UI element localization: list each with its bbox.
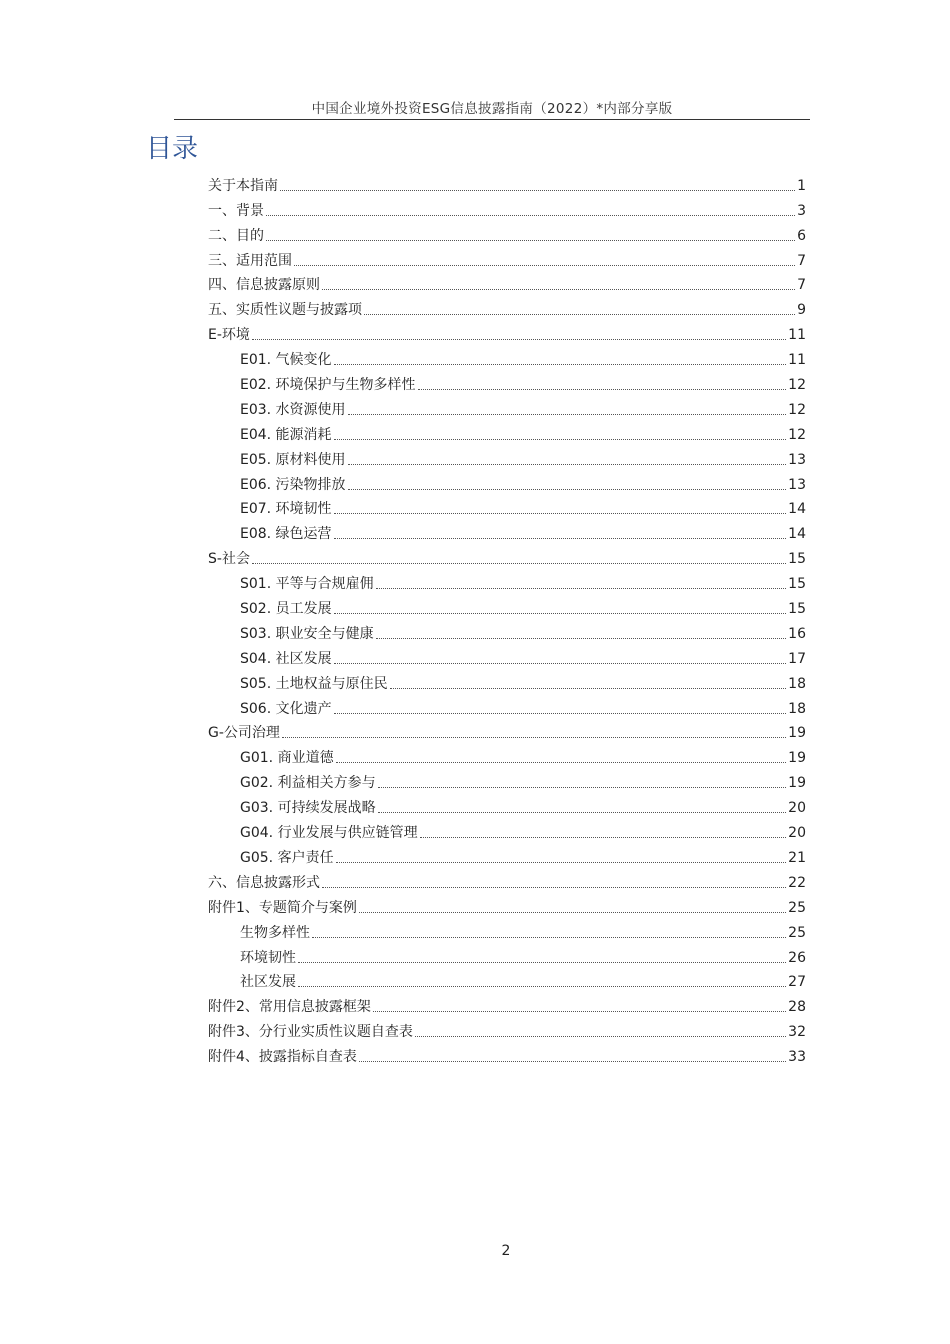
toc-entry-label: 附件2、常用信息披露框架	[208, 999, 371, 1016]
toc-list	[208, 170, 806, 1066]
toc-dot-leader	[359, 1061, 786, 1062]
toc-entry-label: E01. 气候变化	[240, 352, 332, 369]
toc-entry[interactable]	[208, 742, 806, 767]
toc-dot-leader	[322, 289, 795, 290]
toc-dot-leader	[336, 762, 787, 763]
toc-entry-page: 7	[797, 252, 806, 269]
toc-entry-page: 1	[797, 177, 806, 194]
toc-title: 目录	[146, 134, 199, 164]
toc-entry-label: 附件4、披露指标自查表	[208, 1049, 357, 1066]
toc-entry-page: 9	[797, 302, 806, 319]
toc-entry-page: 17	[788, 650, 806, 667]
toc-entry-page: 25	[788, 899, 806, 916]
toc-entry[interactable]	[208, 170, 806, 195]
toc-dot-leader	[364, 314, 795, 315]
toc-entry[interactable]	[208, 1016, 806, 1041]
toc-entry-page: 13	[788, 476, 806, 493]
toc-dot-leader	[266, 215, 795, 216]
toc-entry-page: 13	[788, 451, 806, 468]
toc-entry-page: 19	[788, 750, 806, 767]
toc-dot-leader	[359, 912, 786, 913]
toc-dot-leader	[298, 962, 786, 963]
toc-dot-leader	[334, 663, 787, 664]
toc-entry-page: 14	[788, 526, 806, 543]
toc-entry[interactable]	[208, 668, 806, 693]
toc-entry-page: 12	[788, 377, 806, 394]
toc-entry-page: 3	[797, 202, 806, 219]
toc-entry-page: 12	[788, 426, 806, 443]
toc-entry-page: 28	[788, 999, 806, 1016]
toc-entry[interactable]	[208, 444, 806, 469]
toc-entry-label: G02. 利益相关方参与	[240, 775, 376, 792]
toc-dot-leader	[415, 1036, 786, 1037]
toc-entry[interactable]	[208, 220, 806, 245]
toc-entry[interactable]	[208, 270, 806, 295]
toc-entry-label: 社区发展	[240, 974, 296, 991]
toc-entry-label: 二、目的	[208, 227, 264, 244]
toc-entry[interactable]	[208, 817, 806, 842]
toc-entry[interactable]	[208, 369, 806, 394]
toc-dot-leader	[334, 439, 787, 440]
toc-dot-leader	[336, 862, 787, 863]
toc-dot-leader	[294, 265, 795, 266]
toc-dot-leader	[390, 688, 787, 689]
toc-entry[interactable]	[208, 319, 806, 344]
toc-entry-label: S05. 土地权益与原住民	[240, 675, 388, 692]
toc-dot-leader	[252, 339, 786, 340]
toc-entry[interactable]	[208, 618, 806, 643]
toc-entry[interactable]	[208, 1041, 806, 1066]
toc-entry[interactable]	[208, 245, 806, 270]
toc-dot-leader	[376, 638, 787, 639]
toc-dot-leader	[334, 538, 787, 539]
toc-entry-label: 四、信息披露原则	[208, 277, 320, 294]
toc-entry[interactable]	[208, 593, 806, 618]
toc-entry[interactable]	[208, 767, 806, 792]
toc-entry[interactable]	[208, 867, 806, 892]
toc-entry-page: 18	[788, 675, 806, 692]
toc-dot-leader	[373, 1011, 786, 1012]
toc-entry-page: 18	[788, 700, 806, 717]
toc-entry-label: 三、适用范围	[208, 252, 292, 269]
toc-entry-page: 7	[797, 277, 806, 294]
toc-entry-page: 15	[788, 601, 806, 618]
toc-entry[interactable]	[208, 643, 806, 668]
toc-entry-label: 一、背景	[208, 202, 264, 219]
toc-entry-label: S-社会	[208, 551, 250, 568]
toc-entry-label: 附件3、分行业实质性议题自查表	[208, 1024, 413, 1041]
toc-entry[interactable]	[208, 469, 806, 494]
toc-dot-leader	[348, 489, 787, 490]
toc-dot-leader	[334, 713, 787, 714]
header-divider	[174, 119, 810, 120]
toc-entry-label: S03. 职业安全与健康	[240, 625, 374, 642]
toc-dot-leader	[322, 887, 786, 888]
running-header: 中国企业境外投资ESG信息披露指南（2022）*内部分享版	[311, 101, 673, 117]
toc-entry-page: 21	[788, 849, 806, 866]
toc-entry-page: 14	[788, 501, 806, 518]
toc-entry[interactable]	[208, 494, 806, 519]
toc-entry-page: 16	[788, 625, 806, 642]
toc-dot-leader	[418, 389, 787, 390]
toc-entry-page: 15	[788, 551, 806, 568]
toc-dot-leader	[266, 240, 795, 241]
toc-entry-label: 五、实质性议题与披露项	[208, 302, 362, 319]
toc-entry[interactable]	[208, 294, 806, 319]
toc-entry-label: G03. 可持续发展战略	[240, 800, 376, 817]
toc-entry[interactable]	[208, 195, 806, 220]
toc-dot-leader	[312, 937, 786, 938]
toc-entry-label: 关于本指南	[208, 177, 278, 194]
toc-entry[interactable]	[208, 344, 806, 369]
toc-entry-label: S06. 文化遗产	[240, 700, 332, 717]
toc-entry-label: E04. 能源消耗	[240, 426, 332, 443]
toc-entry[interactable]	[208, 419, 806, 444]
toc-entry-page: 12	[788, 401, 806, 418]
toc-entry-page: 27	[788, 974, 806, 991]
toc-entry-label: 六、信息披露形式	[208, 874, 320, 891]
toc-entry-page: 20	[788, 825, 806, 842]
toc-entry-label: G01. 商业道德	[240, 750, 334, 767]
toc-entry-page: 20	[788, 800, 806, 817]
toc-dot-leader	[378, 787, 787, 788]
toc-dot-leader	[334, 613, 787, 614]
toc-entry[interactable]	[208, 518, 806, 543]
toc-dot-leader	[378, 812, 787, 813]
toc-entry-label: E07. 环境韧性	[240, 501, 332, 518]
toc-entry-page: 33	[788, 1049, 806, 1066]
toc-entry[interactable]	[208, 892, 806, 917]
toc-entry-label: S04. 社区发展	[240, 650, 332, 667]
toc-entry[interactable]	[208, 693, 806, 718]
toc-entry-label: 环境韧性	[240, 949, 296, 966]
toc-dot-leader	[420, 837, 787, 838]
toc-entry[interactable]	[208, 942, 806, 967]
toc-entry[interactable]	[208, 917, 806, 942]
toc-entry-page: 6	[797, 227, 806, 244]
toc-entry-page: 15	[788, 576, 806, 593]
toc-entry-page: 19	[788, 725, 806, 742]
toc-dot-leader	[280, 190, 795, 191]
toc-entry-label: E02. 环境保护与生物多样性	[240, 377, 416, 394]
toc-entry-label: G-公司治理	[208, 725, 280, 742]
toc-entry-label: E06. 污染物排放	[240, 476, 346, 493]
toc-dot-leader	[348, 414, 787, 415]
toc-entry-page: 19	[788, 775, 806, 792]
toc-entry-page: 22	[788, 874, 806, 891]
toc-entry[interactable]	[208, 568, 806, 593]
toc-entry-page: 26	[788, 949, 806, 966]
toc-entry-label: E-环境	[208, 327, 250, 344]
toc-dot-leader	[334, 513, 787, 514]
toc-entry-label: G04. 行业发展与供应链管理	[240, 825, 418, 842]
toc-entry[interactable]	[208, 394, 806, 419]
toc-entry-label: S02. 员工发展	[240, 601, 332, 618]
toc-entry-label: 附件1、专题简介与案例	[208, 899, 357, 916]
toc-entry[interactable]	[208, 842, 806, 867]
toc-dot-leader	[282, 737, 786, 738]
toc-dot-leader	[376, 588, 787, 589]
toc-entry-label: E05. 原材料使用	[240, 451, 346, 468]
toc-entry[interactable]	[208, 967, 806, 992]
toc-entry-page: 11	[788, 352, 806, 369]
toc-entry-label: E03. 水资源使用	[240, 401, 346, 418]
toc-entry-label: 生物多样性	[240, 924, 310, 941]
toc-entry[interactable]	[208, 991, 806, 1016]
toc-entry-page: 25	[788, 924, 806, 941]
toc-entry-label: S01. 平等与合规雇佣	[240, 576, 374, 593]
toc-dot-leader	[334, 364, 787, 365]
toc-entry[interactable]	[208, 718, 806, 743]
toc-dot-leader	[348, 464, 787, 465]
toc-entry[interactable]	[208, 792, 806, 817]
toc-entry-label: G05. 客户责任	[240, 849, 334, 866]
toc-entry[interactable]	[208, 543, 806, 568]
toc-dot-leader	[298, 986, 786, 987]
toc-entry-page: 11	[788, 327, 806, 344]
page-number: 2	[501, 1243, 511, 1259]
toc-entry-label: E08. 绿色运营	[240, 526, 332, 543]
toc-entry-page: 32	[788, 1024, 806, 1041]
toc-dot-leader	[252, 563, 786, 564]
